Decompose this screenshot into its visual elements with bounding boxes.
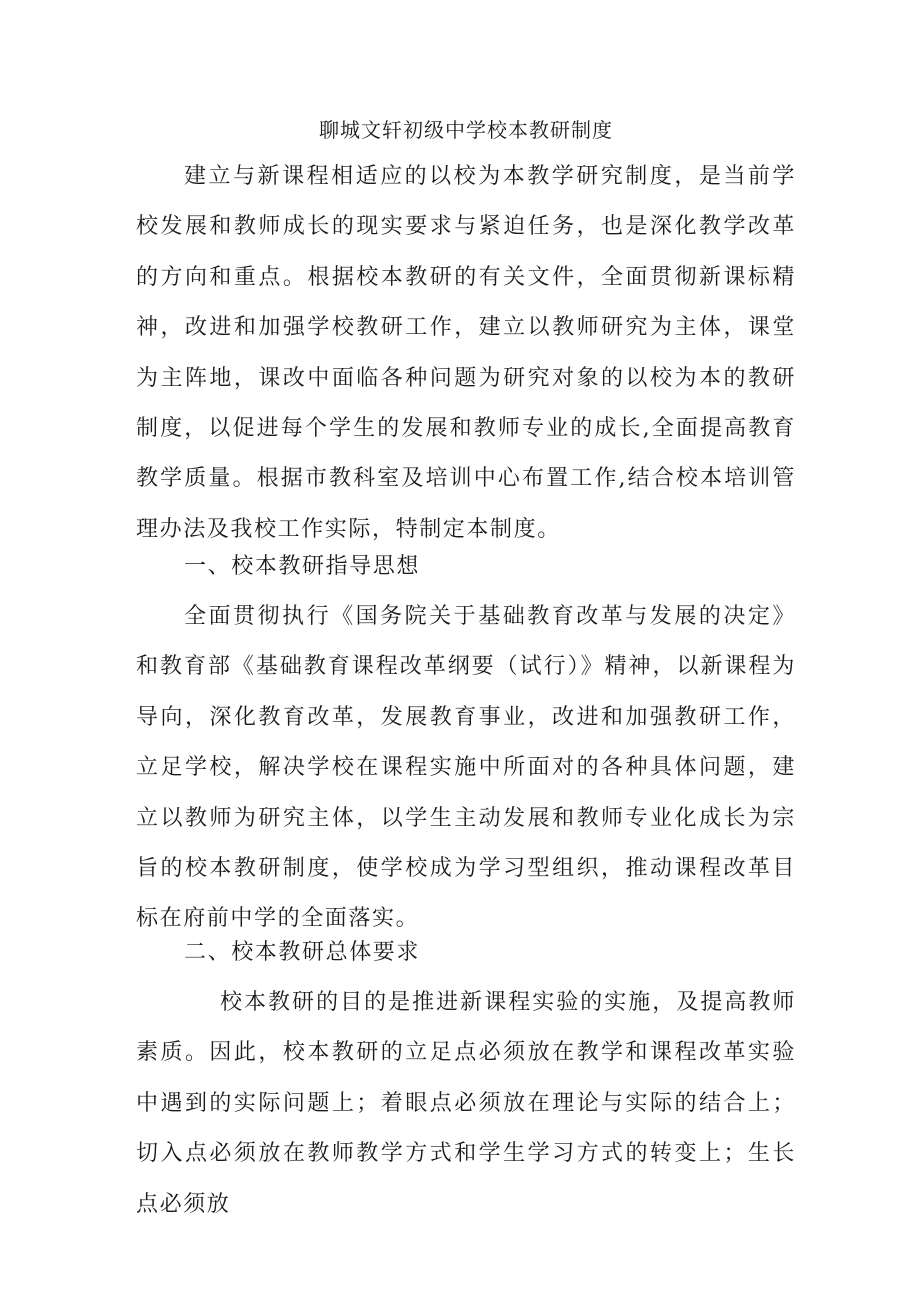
section-2-heading: 二、校本教研总体要求 (184, 940, 421, 965)
section-2-paragraph: 校本教研的目的是推进新课程实验的实施，及提高教师素质。因此，校本教研的立足点必须放在教学和课程改革实验中遇到的实际问题上；着眼点必须放在理论与实际的结合上；切入点必须放在教师教学方式和学生学习方式的转变上；生长点必须放 (136, 990, 796, 1217)
section-1-paragraph: 全面贯彻执行《国务院关于基础教育改革与发展的决定》和教育部《基础教育课程改革纲要（试行）》精神，以新课程为导向，深化教育改革，发展教育事业，改进和加强教研工作，立足学校，解决学校在课程实施中所面对的各种具体问题，建立以教师为研究主体，以学生主动发展和教师专业化成长为宗旨的校本教研制度，使学校成为学习型组织，推动课程改革目标在府前中学的全面落实。 (136, 604, 796, 932)
section-1-heading: 一、校本教研指导思想 (184, 554, 421, 579)
intro-paragraph: 建立与新课程相适应的以校为本教学研究制度，是当前学校发展和教师成长的现实要求与紧迫任务，也是深化教学改革的方向和重点。根据校本教研的有关文件，全面贯彻新课标精神，改进和加强学校教研工作，建立以教师研究为主体，课堂为主阵地，课改中面临各种问题为研究对象的以校为本的教研制度，以促进每个学生的发展和教师专业的成长,全面提高教育教学质量。根据市教科室及培训中心布置工作,结合校本培训管理办法及我校工作实际，特制定本制度。 (136, 164, 796, 542)
document-title: 聊城文轩初级中学校本教研制度 (319, 118, 613, 142)
